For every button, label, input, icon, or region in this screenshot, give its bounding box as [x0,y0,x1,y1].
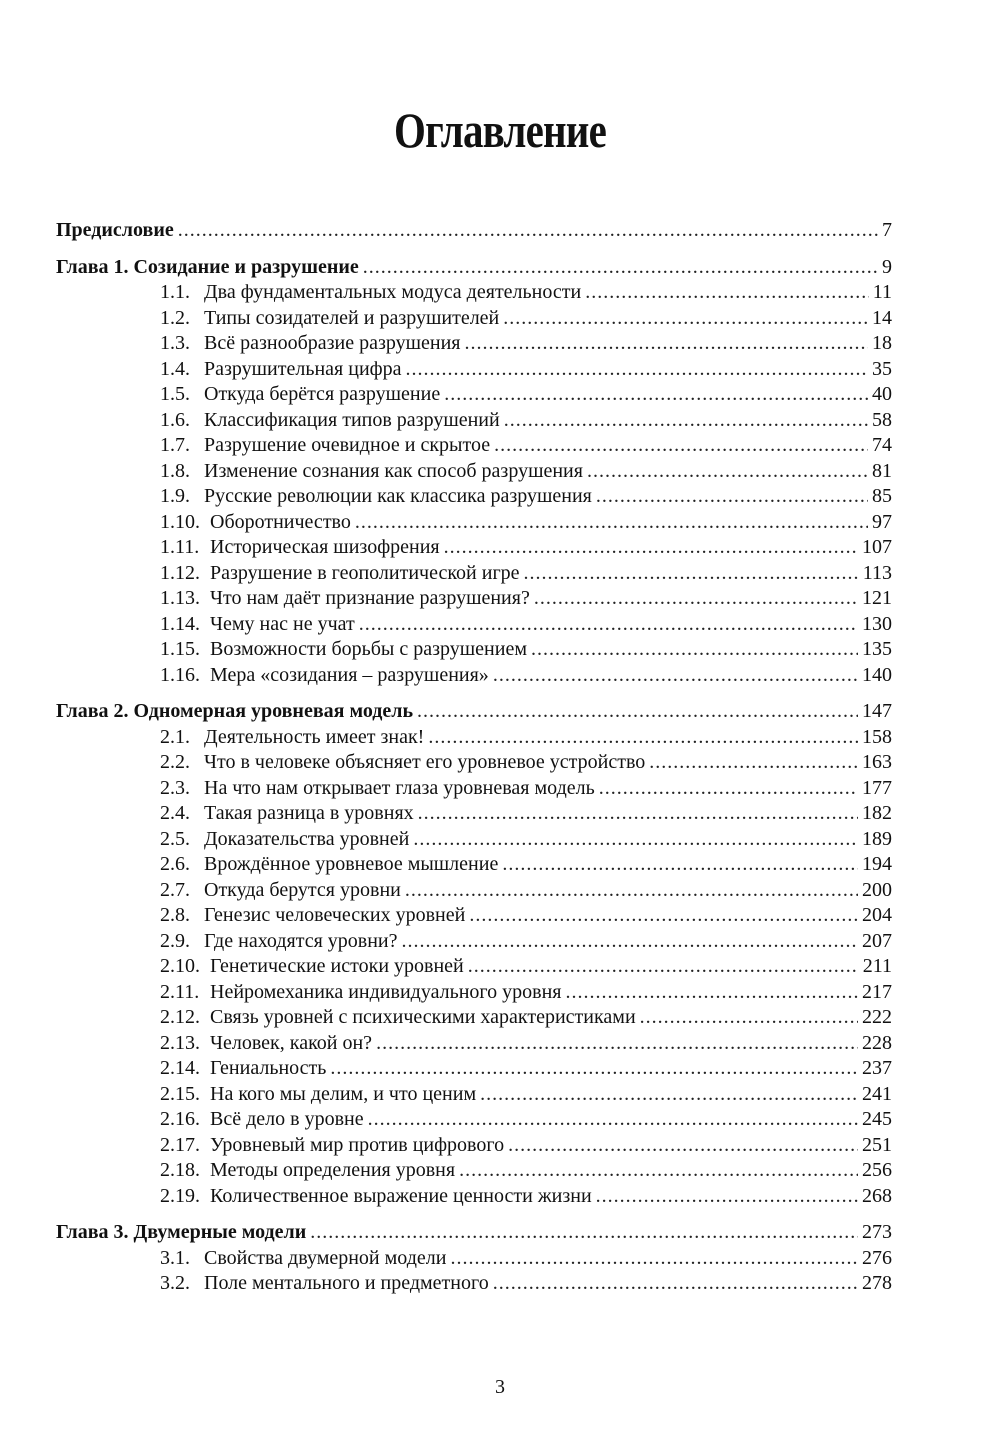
toc-entry-number: 2.12. [160,1006,200,1028]
toc-entry-page: 204 [862,904,892,926]
toc-entry-title: Количественное выражение ценности жизни [210,1184,592,1207]
toc-leader-dots [596,1184,858,1210]
toc-section-entry [56,1271,892,1297]
toc-section-entry [56,929,892,955]
toc-entry-number: 2.4. [160,802,190,824]
toc-entry-number: 2.1. [160,725,190,748]
toc-entry-title: На кого мы делим, и что ценим [210,1082,477,1105]
toc-leader-dots [494,433,868,459]
toc-entry-title: Откуда берётся разрушение [204,383,441,405]
toc-entry-title: Глава 3. Двумерные модели [56,1221,307,1243]
toc-entry-title: Два фундаментальных модуса деятельности [204,281,582,303]
toc-leader-dots [640,1005,858,1031]
toc-leader-dots [649,750,858,776]
toc-leader-dots [534,586,858,612]
toc-leader-dots [450,1246,858,1272]
toc-section-entry [56,903,892,929]
toc-entry-title: Поле ментального и предметного [204,1272,489,1294]
toc-entry-number: 2.19. [160,1184,200,1207]
toc-entry-page: 35 [872,357,892,380]
toc-entry-number: 1.6. [160,408,190,431]
toc-entry-page: 200 [862,878,892,901]
toc-leader-dots [376,1031,858,1057]
toc-leader-dots [531,637,858,663]
toc-entry-title: Типы созидателей и разрушителей [204,306,500,329]
toc-leader-dots [459,1158,858,1184]
toc-leader-dots [368,1107,858,1133]
toc-entry-title: Изменение сознания как способ разрушения [204,459,583,482]
toc-entry-page: 276 [862,1246,892,1269]
toc-entry-number: 2.2. [160,751,190,773]
toc-chapter-entry [56,699,892,725]
toc-leader-dots [504,408,868,434]
toc-leader-dots [599,776,858,802]
toc-entry-number: 1.16. [160,663,200,686]
toc-section-entry [56,1056,892,1082]
toc-section-entry [56,1158,892,1184]
toc-section-entry [56,776,892,802]
toc-leader-dots [405,357,868,383]
toc-entry-page: 11 [872,281,892,303]
toc-entry-title: Методы определения уровня [210,1159,456,1181]
toc-entry-number: 3.2. [160,1272,190,1294]
toc-entry-number: 2.17. [160,1133,200,1156]
toc-entry-page: 207 [862,929,892,952]
toc-entry-page: 182 [862,802,892,824]
toc-section-entry [56,827,892,853]
toc-entry-number: 2.16. [160,1108,200,1130]
toc-section-entry [56,852,892,878]
toc-entry-number: 2.13. [160,1031,200,1054]
toc-entry-number: 2.9. [160,929,190,952]
toc-entry-page: 113 [862,561,892,584]
toc-entry-page: 40 [872,383,892,405]
toc-entry-page: 85 [872,485,892,507]
toc-entry-page: 194 [862,853,892,875]
toc-entry-page: 217 [862,980,892,1003]
toc-section-entry [56,1246,892,1272]
toc-leader-dots [178,218,878,244]
toc-entry-title: Врождённое уровневое мышление [204,853,499,875]
toc-entry-number: 1.7. [160,434,190,456]
toc-entry-number: 1.14. [160,612,200,635]
toc-entry-number: 2.3. [160,776,190,799]
toc-entry-page: 14 [872,306,892,329]
toc-entry-number: 1.13. [160,587,200,609]
toc-leader-dots [468,954,859,980]
toc-entry-title: Такая разница в уровнях [204,802,414,824]
toc-section-entry [56,1082,892,1108]
toc-entry-title: Связь уровней с психическими характеристиками [210,1006,636,1028]
toc-leader-dots [503,306,868,332]
toc-entry-number: 2.11. [160,980,200,1003]
page-number: 3 [495,1376,505,1398]
toc-section-entry [56,561,892,587]
toc-entry-page: 9 [882,255,892,278]
toc-entry-number: 2.8. [160,904,190,926]
toc-entry-title: Всё разнообразие разрушения [204,332,461,354]
toc-entry-page: 147 [862,700,892,722]
toc-section-entry [56,280,892,306]
toc-section-entry [56,357,892,383]
toc-entry-number: 3.1. [160,1246,190,1269]
toc-section-entry [56,612,892,638]
toc-chapter-entry [56,1220,892,1246]
toc-entry-title: Деятельность имеет знак! [204,725,425,748]
toc-entry-page: 273 [862,1221,892,1243]
toc-entry-number: 1.2. [160,306,190,329]
toc-leader-dots [355,510,868,536]
toc-entry-title: Мера «созидания – разрушения» [210,663,489,686]
toc-entry-title: Предисловие [56,219,174,241]
toc-entry-title: Свойства двумерной модели [204,1246,447,1269]
toc-entry-page: 107 [862,536,892,558]
toc-section-entry [56,408,892,434]
toc-entry-title: Разрушение в геополитической игре [210,561,520,584]
toc-leader-dots [565,980,858,1006]
toc-section-entry [56,459,892,485]
toc-chapter-entry [56,255,892,281]
toc-entry-page: 237 [862,1057,892,1079]
toc-entry-title: Чему нас не учат [210,612,355,635]
toc-entry-title: Откуда берутся уровни [204,878,401,901]
toc-entry-title: Глава 1. Созидание и разрушение [56,255,359,278]
toc-entry-title: Уровневый мир против цифрового [210,1133,505,1156]
toc-entry-title: Разрушительная цифра [204,357,402,380]
toc-entry-title: Что нам даёт признание разрушения? [210,587,530,609]
toc-entry-title: Возможности борьбы с разрушением [210,638,527,660]
toc-entry-page: 140 [862,663,892,686]
toc-leader-dots [469,903,858,929]
toc-leader-dots [587,459,868,485]
toc-entry-title: Человек, какой он? [210,1031,373,1054]
toc-entry-title: Где находятся уровни? [204,929,398,952]
toc-section-entry [56,980,892,1006]
toc-entry-number: 1.5. [160,383,190,405]
toc-entry-page: 256 [862,1159,892,1181]
toc-leader-dots [444,382,868,408]
toc-entry-number: 1.9. [160,485,190,507]
toc-entry-number: 2.7. [160,878,190,901]
toc-entry-title: Классификация типов разрушений [204,408,500,431]
toc-leader-dots [363,255,878,281]
toc-section-entry [56,331,892,357]
toc-section-entry [56,1107,892,1133]
toc-entry-page: 58 [872,408,892,431]
toc-entry-number: 1.1. [160,281,190,303]
toc-entry-page: 228 [862,1031,892,1054]
toc-leader-dots [417,699,858,725]
toc-entry-number: 1.8. [160,459,190,482]
toc-leader-dots [413,827,858,853]
toc-leader-dots [428,725,858,751]
toc-leader-dots [493,663,858,689]
toc-entry-number: 1.3. [160,332,190,354]
toc-entry-number: 2.5. [160,827,190,850]
toc-entry-page: 241 [862,1082,892,1105]
toc-section-entry [56,586,892,612]
toc-entry-page: 158 [862,725,892,748]
toc-entry-page: 222 [862,1006,892,1028]
toc-entry-title: Что в человеке объясняет его уровневое устройство [204,751,646,773]
toc-entry-page: 121 [862,587,892,609]
toc-leader-dots [330,1056,858,1082]
toc-entry-page: 189 [862,827,892,850]
toc-entry-title: Генетические истоки уровней [210,955,464,977]
toc-entry-title: Гениальность [210,1057,327,1079]
toc-section-entry [56,1031,892,1057]
toc-entry-number: 2.6. [160,853,190,875]
toc-entry-number: 2.18. [160,1159,200,1181]
toc-leader-dots [405,878,858,904]
toc-leader-dots [418,801,858,827]
toc-entry-title: Доказательства уровней [204,827,410,850]
toc-entry-page: 163 [862,751,892,773]
table-of-contents [56,218,892,1297]
toc-leader-dots [359,612,858,638]
toc-section-entry [56,663,892,689]
toc-entry-page: 251 [862,1133,892,1156]
toc-section-entry [56,725,892,751]
toc-section-entry [56,535,892,561]
toc-entry-page: 7 [882,219,892,241]
toc-chapter-entry [56,218,892,244]
toc-section-entry [56,484,892,510]
toc-section-entry [56,306,892,332]
toc-entry-title: Оборотничество [210,510,351,533]
toc-entry-page: 268 [862,1184,892,1207]
toc-section-entry [56,1005,892,1031]
toc-entry-number: 2.10. [160,955,200,977]
toc-entry-page: 81 [872,459,892,482]
toc-entry-page: 18 [872,332,892,354]
toc-leader-dots [480,1082,858,1108]
toc-entry-number: 1.12. [160,561,200,584]
toc-entry-title: На что нам открывает глаза уровневая модель [204,776,595,799]
toc-entry-title: Генезис человеческих уровней [204,904,466,926]
toc-entry-page: 74 [872,434,892,456]
toc-section-entry [56,954,892,980]
toc-entry-title: Нейромеханика индивидуального уровня [210,980,562,1003]
toc-leader-dots [444,535,858,561]
toc-entry-page: 135 [862,638,892,660]
toc-section-entry [56,750,892,776]
toc-leader-dots [524,561,859,587]
toc-section-entry [56,1184,892,1210]
toc-entry-title: Всё дело в уровне [210,1108,364,1130]
toc-section-entry [56,433,892,459]
toc-entry-page: 97 [872,510,892,533]
toc-leader-dots [310,1220,858,1246]
toc-entry-number: 2.14. [160,1057,200,1079]
toc-leader-dots [465,331,868,357]
page-title: Оглавление [394,102,606,158]
toc-section-entry [56,801,892,827]
toc-entry-page: 130 [862,612,892,635]
toc-leader-dots [402,929,858,955]
toc-entry-page: 211 [862,955,892,977]
toc-entry-page: 177 [862,776,892,799]
toc-entry-number: 1.10. [160,510,200,533]
toc-leader-dots [596,484,868,510]
toc-section-entry [56,510,892,536]
toc-leader-dots [508,1133,858,1159]
toc-entry-number: 1.4. [160,357,190,380]
toc-entry-page: 278 [862,1272,892,1294]
toc-entry-title: Историческая шизофрения [210,536,440,558]
toc-entry-title: Русские революции как классика разрушения [204,485,592,507]
toc-entry-title: Глава 2. Одномерная уровневая модель [56,700,414,722]
toc-entry-page: 245 [862,1108,892,1130]
toc-entry-number: 1.11. [160,536,200,558]
toc-leader-dots [502,852,858,878]
toc-entry-title: Разрушение очевидное и скрытое [204,434,491,456]
toc-entry-number: 1.15. [160,638,200,660]
toc-section-entry [56,878,892,904]
toc-entry-number: 2.15. [160,1082,200,1105]
toc-leader-dots [493,1271,858,1297]
toc-leader-dots [585,280,869,306]
toc-section-entry [56,1133,892,1159]
toc-section-entry [56,382,892,408]
toc-section-entry [56,637,892,663]
